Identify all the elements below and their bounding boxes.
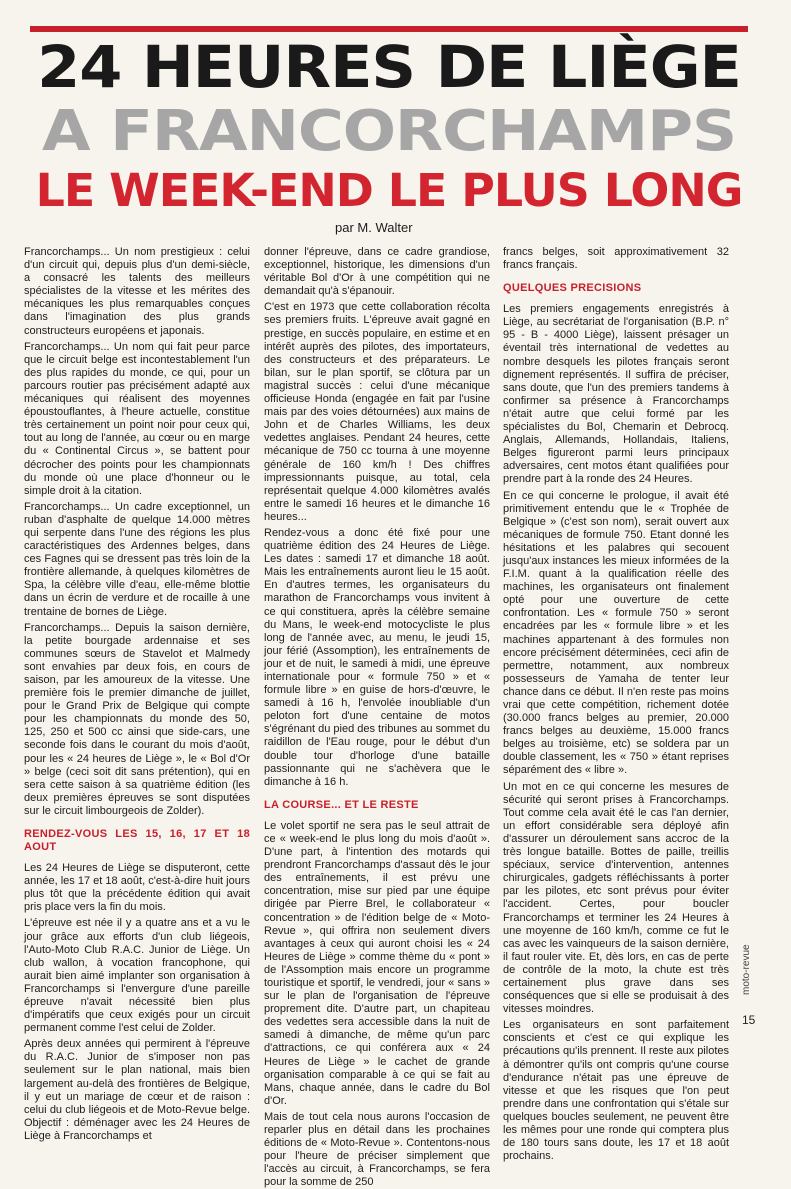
paragraph: Les premiers engagements enregistrés à Liège, au secrétariat de l'organisation (B.P. n° 95 - B - 4000 Liège), laissent présager un éventail très international de vedettes au nombre desquels les pilotes français seront dignement représentés. Il suffira de préciser, sans doute, que l'un des premiers tandems à confirmer sa présence à Francorchamps n'était autre que celui formé par les spécialistes du Bol, Chemarin et Debrocq. Anglais, Allemands, Hollandais, Italiens, Belges figureront parmi leurs principaux adversaires, cent motos étant qualifiées pour prendre part à la ronde des 24 Heures.	[503, 303, 729, 486]
magazine-name: moto-revue	[741, 944, 752, 995]
title-line-1: 24 HEURES DE LIÈGE	[37, 33, 741, 101]
paragraph: En ce qui concerne le prologue, il avait été primitivement entendu que le « Trophée de Belgique » (c'est son nom), serait ouvert aux mécaniques de formule 750. Etant donné les hésitations et les palabres qui secouent jusqu'aux instances les mieux informées de la F.I.M. quant à la qualification réelle des machines, les organisateurs ont finalement opté pour une ouverture de cette confrontation. Les « formule 750 » seront encadrées par les « formule libre » et les machines appartenant à des formules non encore précisément déterminées, ceci afin de permettre, notamment, aux nombreux possesseurs de Yamaha de tenter leur chance dans ce début. Il n'en reste pas moins vrai que cette compétition, richement dotée (30.000 francs belges au premier, 20.000 francs belges au deuxième, 15.000 francs belges au troisième, etc) se soldera par un double classement, les « 750 » étant reprises séparément des « libre ».	[503, 489, 729, 777]
top-red-rule	[30, 26, 748, 32]
paragraph: Le volet sportif ne sera pas le seul attrait de ce « week-end le plus long du mois d'août ». D'une part, à l'intention des motards qui prendront Francorchamps d'assaut dès le jour des entraînements, il est prévu une concentration, mise sur pied par une équipe dirigée par Pierre Brel, le collaborateur « concentration » de l'édition belge de « Moto-Revue », qui offrira non seulement divers avantages à ceux qui auront choisi les « 24 Heures de Liège » comme thème du « pont » de l'Assomption mais encore un programme touristique et sportif, le vendredi, jour « sans » sur le plan de l'organisation de l'épreuve proprement dite. D'autre part, un chapiteau des vedettes sera accessible dans la nuit de samedi à dimanche, de même qu'un parc d'attractions, ce qui conférera aux « 24 Heures de Liège » le cachet de grande organisation comparable à ce qui se fait au Mans, chaque année, dans le cadre du Bol d'Or.	[264, 819, 490, 1107]
paragraph: Francorchamps... Un nom prestigieux : celui d'un circuit qui, depuis plus d'un demi-siècle, a consacré les talents des meilleurs spécialistes de la vitesse et les mérites des mécaniques les plus remarquables conçues dans l'imagination des plus grands constructeurs européens et japonais.	[24, 246, 250, 337]
article-column-3	[503, 246, 729, 1163]
paragraph: Après deux années qui permirent à l'épreuve du R.A.C. Junior de s'imposer non pas seulement sur le plan national, mais bien largement au-delà des frontières de Belgique, il y eut un mariage de cœur et de raison : celui du club liégeois et de Moto-Revue belge. Objectif : déménager avec les 24 Heures de Liège à Francorchamps et	[24, 1038, 250, 1142]
byline: par M. Walter	[335, 220, 413, 235]
paragraph: L'épreuve est née il y a quatre ans et a vu le jour grâce aux efforts d'un club liégeois, l'Auto-Moto Club R.A.C. Junior de Liège. Un club wallon, à vocation francophone, qui aurait bien aimé implanter son organisation à Francorchamps si l'envergure d'une pareille épreuve n'avait nécessité bien plus d'impératifs que ceux exigés pour un circuit permanent comme l'est celui de Zolder.	[24, 917, 250, 1035]
paragraph: C'est en 1973 que cette collaboration récolta ses premiers fruits. L'épreuve avait gagné en prestige, en succès populaire, en estime et en intérêt auprès des pilotes, des importateurs, des constructeurs et des préparateurs. Le bilan, sur le plan sportif, se clôtura par un magistral succès : celui d'une mécanique officieuse Honda (engagée en fait par l'usine mais par des voies détournées) aux mains de John et de Charles Williams, les deux vedettes anglaises. Pendant 24 heures, cette mécanique de 750 cc tourna à une moyenne générale de 160 km/h ! Des chiffres impressionnants puisque, au total, cela représentait quelque 4.000 kilomètres avalés entre le samedi 16 heures et le dimanche 16 heures...	[264, 301, 490, 523]
paragraph: Les organisateurs en sont parfaitement conscients et c'est ce qui explique les précautions qu'ils prennent. Il reste aux pilotes à démontrer qu'ils ont compris qu'une course d'endurance n'était pas une épreuve de vitesse et que les risques que l'on peut prendre dans une confrontation qui s'étale sur quelques boucles seulement, ne peuvent être les mêmes pour une ronde qui comptera plus de 180 tours sans doute, les 17 et 18 août prochains.	[503, 1019, 729, 1163]
paragraph: Un mot en ce qui concerne les mesures de sécurité qui seront prises à Francorchamps. Tout comme cela avait été le cas l'an dernier, un effort considérable sera déployé afin d'assurer un déroulement sans accroc de la très longue bataille. Bottes de paille, treillis spéciaux, service d'intervention, antennes chirurgicales, gadgets réfléchissants à porter par les pilotes, etc sont prévus pour éviter l'accident. Certes, pour boucler Francorchamps et terminer les 24 Heures à une moyenne de 160 km/h, comme ce fut le cas avec les vainqueurs de la saison dernière, il faut rouler vite. Et, dès lors, en cas de perte de contrôle de la moto, la chute est très certainement plus grave dans ses conséquences que si elle se produisait à des vitesses moindres.	[503, 780, 729, 1016]
page-number: 15	[742, 1013, 756, 1027]
paragraph: Mais de tout cela nous aurons l'occasion de reparler plus en détail dans les prochaines éditions de « Moto-Revue ». Contentons-nous pour l'heure de préciser simplement que l'accès au circuit, à Francorchamps, se fera pour la somme de 250	[264, 1110, 490, 1189]
paragraph: donner l'épreuve, dans ce cadre grandiose, exceptionnel, historique, les dimensions d'un véritable Bol d'Or à une compétition qui ne demandait qu'à s'épanouir.	[264, 246, 490, 298]
section-heading: LA COURSE... ET LE RESTE	[264, 798, 419, 811]
paragraph: Rendez-vous a donc été fixé pour une quatrième édition des 24 Heures de Liège. Les dates : samedi 17 et dimanche 18 août. Mais les entraînements auront lieu le 15 août. En d'autres termes, les organisateurs du marathon de Francorchamps vous invitent à ce qui constituera, après la célèbre semaine du Mans, le week-end motocycliste le plus long de l'année avec, au menu, le jeudi 15, jour férié (Assomption), les entraînements de jour et de nuit, le samedi à midi, une épreuve internationale pour « formule 750 » et « formule libre » en guise de hors-d'œuvre, le samedi à 16 h, l'envolée inoubliable d'un peloton fort d'une centaine de motos s'égrénant du pied des tribunes au sommet du raidillon de l'Eau rouge, pour le début d'un double tour d'horloge d'une bataille passionnante qui ne s'achèvera que le dimanche à 16 h.	[264, 526, 490, 788]
paragraph: Francorchamps... Depuis la saison dernière, la petite bourgade ardennaise et ses communes sœurs de Stavelot et Malmedy sont envahies par deux fois, en cours de saison, par les amoureux de la vitesse. Une première fois le premier dimanche de juillet, pour le Grand Prix de Belgique qui compte pour les championnats du monde des 50, 125, 250 et 500 cc ainsi que side-cars, une seconde fois dans le courant du mois d'août, pour les « 24 heures de Liège », le « Bol d'Or » belge (ceci soit dit sans prétention), qui en sera cette saison à sa quatrième édition (les deux premières épreuves se sont disputées sur le circuit limbourgeois de Zolder).	[24, 621, 250, 817]
section-heading: RENDEZ-VOUS LES 15, 16, 17 ET 18 AOUT	[24, 828, 250, 854]
article-column-1	[24, 246, 250, 1142]
paragraph: Francorchamps... Un nom qui fait peur parce que le circuit belge est incontestablement l'un des plus rapides du monde, ce qui, pour un parcours routier pas précisément adapté aux mécaniques qui réalisent des moyennes époustouflantes, à l'heure actuelle, constitue très certainement un point noir pour ceux qui, tout au long de l'année, au cœur ou en marge du « Continental Circus », se battent pour décrocher des points pour les championnats du monde où une place d'honneur ou le simple droit à la citation.	[24, 340, 250, 497]
paragraph: francs belges, soit approximativement 32 francs français.	[503, 246, 729, 272]
section-heading: QUELQUES PRECISIONS	[503, 282, 642, 295]
article-column-2	[264, 246, 490, 1189]
paragraph: Les 24 Heures de Liège se disputeront, cette année, les 17 et 18 août, c'est-à-dire huit jours plus tôt que la précédente édition qui avait pris place vers la fin du mois.	[24, 862, 250, 914]
paragraph: Francorchamps... Un cadre exceptionnel, un ruban d'asphalte de quelque 14.000 mètres qui serpente dans l'une des régions les plus caractéristiques des Ardennes belges, dans ces Fagnes qui se dressent pas très loin de la frontière allemande, à quelques kilomètres de Spa, la célèbre ville d'eau, elle-même blottie dans un écrin de verdure et de rocaille à une trentaine de bornes de Liège.	[24, 500, 250, 618]
title-line-3: LE WEEK-END LE PLUS LONG	[35, 164, 743, 217]
title-line-2: A FRANCORCHAMPS	[41, 99, 737, 164]
